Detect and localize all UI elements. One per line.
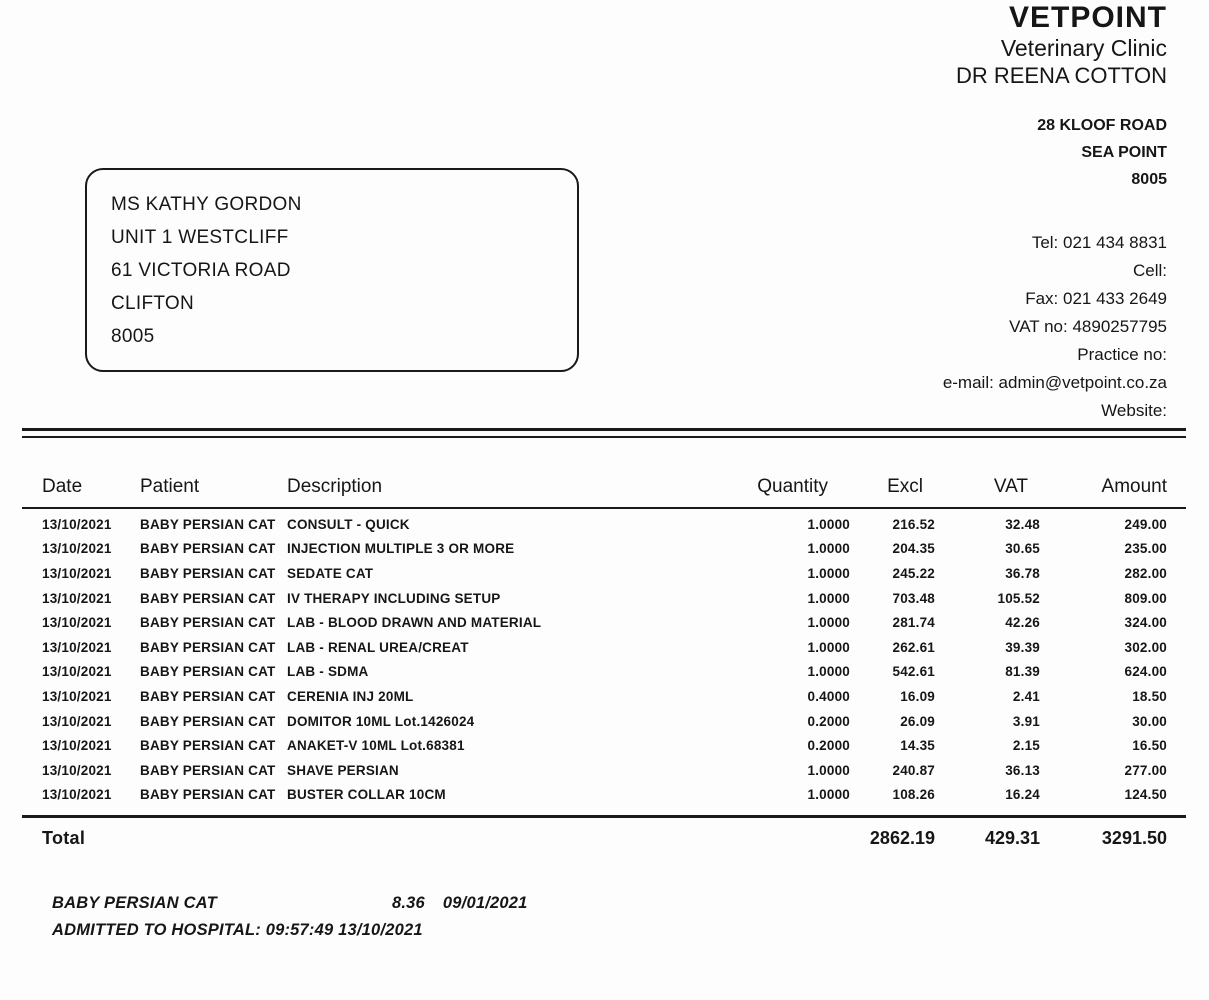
cell-vat: 39.39 xyxy=(1005,639,1040,655)
cell-description: BUSTER COLLAR 10CM xyxy=(287,787,446,803)
cell-patient: BABY PERSIAN CAT xyxy=(140,639,276,655)
cell-amount: 277.00 xyxy=(1124,762,1167,778)
cell-quantity: 1.0000 xyxy=(807,787,850,803)
cell-patient: BABY PERSIAN CAT xyxy=(140,565,276,581)
table-row xyxy=(22,635,1186,660)
table-row xyxy=(22,537,1186,562)
client-name: MS KATHY GORDON xyxy=(111,194,302,215)
cell-vat: 36.78 xyxy=(1005,565,1040,581)
cell-amount: 282.00 xyxy=(1124,565,1167,581)
table-row xyxy=(22,660,1186,685)
cell-description: IV THERAPY INCLUDING SETUP xyxy=(287,590,501,606)
cell-excl: 216.52 xyxy=(892,516,935,532)
table-row xyxy=(22,512,1186,537)
cell-excl: 16.09 xyxy=(900,688,935,704)
cell-date: 13/10/2021 xyxy=(42,738,112,754)
cell-amount: 249.00 xyxy=(1124,516,1167,532)
table-row xyxy=(22,610,1186,635)
total-excl: 2862.19 xyxy=(869,827,935,848)
table-row xyxy=(22,709,1186,734)
cell-amount: 124.50 xyxy=(1124,787,1167,803)
header-date: Date xyxy=(42,476,83,497)
cell-quantity: 1.0000 xyxy=(807,639,850,655)
clinic-subtitle: Veterinary Clinic xyxy=(1000,35,1167,61)
table-header-row xyxy=(22,452,1186,498)
cell-patient: BABY PERSIAN CAT xyxy=(140,516,276,532)
cell-amount: 16.50 xyxy=(1132,738,1167,754)
cell-patient: BABY PERSIAN CAT xyxy=(140,688,276,704)
total-amount: 3291.50 xyxy=(1101,827,1167,848)
cell-quantity: 0.2000 xyxy=(807,738,850,754)
footer-patient-name: BABY PERSIAN CAT xyxy=(52,894,217,912)
cell-vat: 3.91 xyxy=(1012,713,1040,729)
top-double-rule-2 xyxy=(22,436,1186,438)
cell-date: 13/10/2021 xyxy=(42,516,112,532)
cell-quantity: 1.0000 xyxy=(807,516,850,532)
table-row xyxy=(22,561,1186,586)
table-body xyxy=(22,512,1186,807)
total-label: Total xyxy=(42,827,86,848)
cell-quantity: 1.0000 xyxy=(807,590,850,606)
cell-vat: 32.48 xyxy=(1005,516,1040,532)
header-quantity: Quantity xyxy=(757,476,828,497)
client-address-box xyxy=(85,168,579,372)
cell-vat: 30.65 xyxy=(1005,541,1040,557)
cell-amount: 809.00 xyxy=(1124,590,1167,606)
header-excl: Excl xyxy=(887,476,923,497)
cell-quantity: 1.0000 xyxy=(807,762,850,778)
cell-patient: BABY PERSIAN CAT xyxy=(140,590,276,606)
clinic-cell: Cell: xyxy=(1132,261,1167,280)
header-description: Description xyxy=(287,476,383,497)
footer-patient-weight: 8.36 xyxy=(392,894,425,912)
top-double-rule-1 xyxy=(22,428,1186,431)
table-row xyxy=(22,684,1186,709)
cell-vat: 42.26 xyxy=(1005,615,1040,631)
cell-patient: BABY PERSIAN CAT xyxy=(140,615,276,631)
footer-notes xyxy=(52,890,528,944)
cell-date: 13/10/2021 xyxy=(42,688,112,704)
clinic-practice-no: Practice no: xyxy=(1077,345,1167,364)
client-address-line: 61 VICTORIA ROAD xyxy=(111,260,291,281)
table-row xyxy=(22,758,1186,783)
clinic-name: VETPOINT xyxy=(1008,1,1167,34)
cell-quantity: 1.0000 xyxy=(807,541,850,557)
cell-description: LAB - RENAL UREA/CREAT xyxy=(287,639,469,655)
cell-excl: 245.22 xyxy=(892,565,935,581)
clinic-address-line: 28 KLOOF ROAD xyxy=(1037,117,1167,134)
cell-vat: 2.41 xyxy=(1012,688,1040,704)
client-address-line: CLIFTON xyxy=(111,293,195,314)
cell-description: INJECTION MULTIPLE 3 OR MORE xyxy=(287,541,515,557)
header-amount: Amount xyxy=(1101,476,1167,497)
cell-date: 13/10/2021 xyxy=(42,762,112,778)
clinic-address xyxy=(1037,112,1167,193)
cell-description: LAB - BLOOD DRAWN AND MATERIAL xyxy=(287,615,542,631)
clinic-doctor: DR REENA COTTON xyxy=(955,63,1167,88)
cell-excl: 542.61 xyxy=(892,664,935,680)
clinic-tel: Tel: 021 434 8831 xyxy=(1031,233,1167,252)
cell-vat: 36.13 xyxy=(1005,762,1040,778)
cell-amount: 235.00 xyxy=(1124,541,1167,557)
cell-patient: BABY PERSIAN CAT xyxy=(140,762,276,778)
invoice-table xyxy=(22,428,1186,858)
cell-patient: BABY PERSIAN CAT xyxy=(140,738,276,754)
cell-date: 13/10/2021 xyxy=(42,664,112,680)
cell-vat: 2.15 xyxy=(1012,738,1040,754)
table-row xyxy=(22,783,1186,808)
cell-vat: 105.52 xyxy=(997,590,1040,606)
cell-date: 13/10/2021 xyxy=(42,787,112,803)
cell-patient: BABY PERSIAN CAT xyxy=(140,713,276,729)
cell-description: SHAVE PERSIAN xyxy=(287,762,399,778)
cell-amount: 624.00 xyxy=(1124,664,1167,680)
footer-patient-date: 09/01/2021 xyxy=(442,894,528,912)
cell-amount: 18.50 xyxy=(1132,688,1167,704)
table-row xyxy=(22,586,1186,611)
cell-excl: 281.74 xyxy=(892,615,935,631)
cell-amount: 324.00 xyxy=(1124,615,1167,631)
cell-patient: BABY PERSIAN CAT xyxy=(140,787,276,803)
total-row xyxy=(22,818,1186,858)
clinic-website: Website: xyxy=(1101,401,1167,420)
cell-description: ANAKET-V 10ML Lot.68381 xyxy=(287,738,465,754)
clinic-address-line: SEA POINT xyxy=(1081,144,1167,161)
cell-excl: 262.61 xyxy=(892,639,935,655)
cell-description: DOMITOR 10ML Lot.1426024 xyxy=(287,713,475,729)
clinic-contact xyxy=(943,229,1167,425)
cell-excl: 14.35 xyxy=(900,738,935,754)
cell-quantity: 1.0000 xyxy=(807,664,850,680)
cell-quantity: 1.0000 xyxy=(807,565,850,581)
client-postal-code: 8005 xyxy=(111,326,155,347)
header-patient: Patient xyxy=(140,476,200,497)
cell-description: SEDATE CAT xyxy=(287,565,374,581)
header-underline xyxy=(22,507,1186,509)
client-address-line: UNIT 1 WESTCLIFF xyxy=(111,227,289,248)
cell-description: CERENIA INJ 20ML xyxy=(287,688,414,704)
clinic-fax: Fax: 021 433 2649 xyxy=(1025,289,1167,308)
cell-description: CONSULT - QUICK xyxy=(287,516,410,532)
cell-excl: 26.09 xyxy=(900,713,935,729)
cell-date: 13/10/2021 xyxy=(42,639,112,655)
cell-vat: 81.39 xyxy=(1005,664,1040,680)
cell-excl: 240.87 xyxy=(892,762,935,778)
cell-quantity: 0.4000 xyxy=(807,688,850,704)
table-row xyxy=(22,733,1186,758)
cell-date: 13/10/2021 xyxy=(42,615,112,631)
clinic-header xyxy=(956,2,1167,89)
cell-amount: 302.00 xyxy=(1124,639,1167,655)
cell-quantity: 0.2000 xyxy=(807,713,850,729)
clinic-vat-no: VAT no: 4890257795 xyxy=(1009,317,1167,336)
header-vat: VAT xyxy=(993,476,1028,497)
cell-quantity: 1.0000 xyxy=(807,615,850,631)
clinic-address-line: 8005 xyxy=(1131,171,1167,188)
total-vat: 429.31 xyxy=(984,827,1040,848)
cell-excl: 204.35 xyxy=(892,541,935,557)
cell-vat: 16.24 xyxy=(1005,787,1040,803)
cell-date: 13/10/2021 xyxy=(42,541,112,557)
cell-date: 13/10/2021 xyxy=(42,590,112,606)
cell-date: 13/10/2021 xyxy=(42,565,112,581)
cell-patient: BABY PERSIAN CAT xyxy=(140,664,276,680)
cell-excl: 703.48 xyxy=(892,590,935,606)
cell-excl: 108.26 xyxy=(892,787,935,803)
admitted-line: ADMITTED TO HOSPITAL: 09:57:49 13/10/2021 xyxy=(52,921,423,939)
cell-date: 13/10/2021 xyxy=(42,713,112,729)
cell-patient: BABY PERSIAN CAT xyxy=(140,541,276,557)
cell-description: LAB - SDMA xyxy=(287,664,369,680)
cell-amount: 30.00 xyxy=(1132,713,1167,729)
patient-summary-line xyxy=(52,890,528,917)
clinic-email: e-mail: admin@vetpoint.co.za xyxy=(942,373,1167,392)
